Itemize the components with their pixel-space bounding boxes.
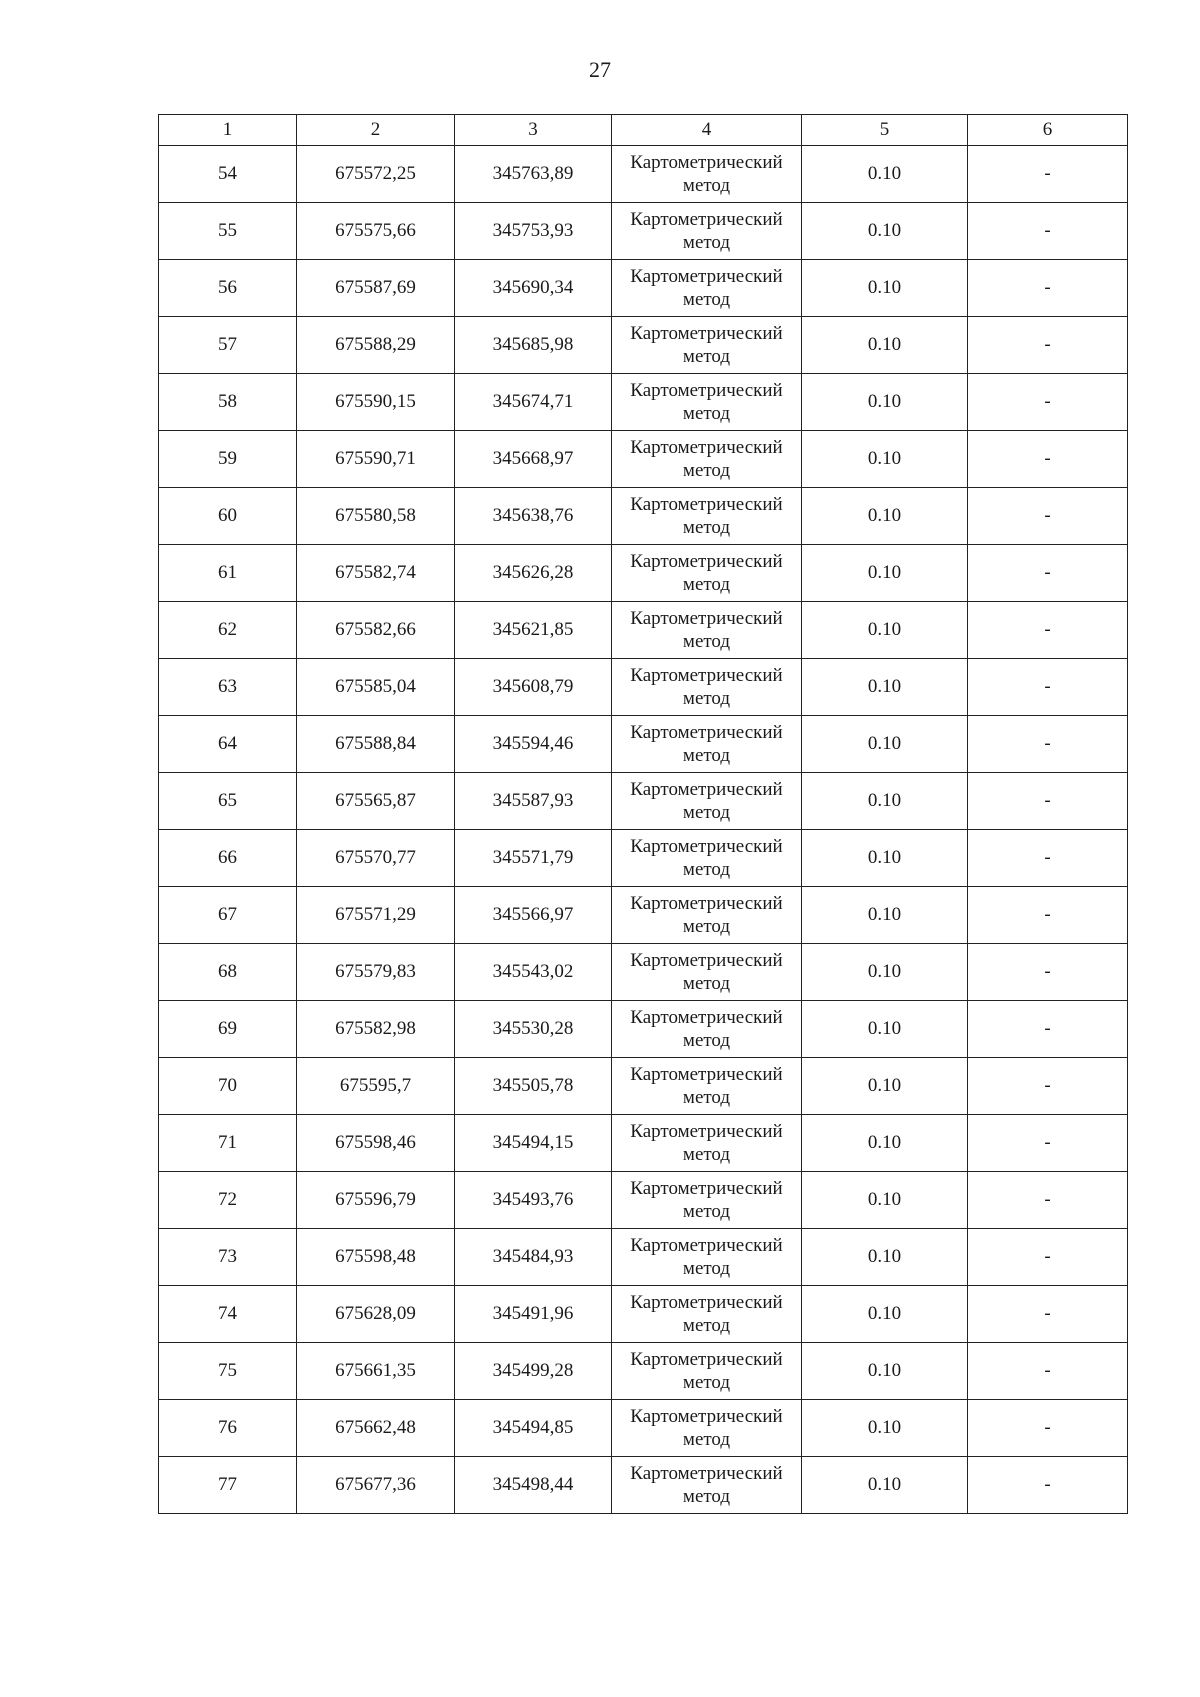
accuracy-cell: 0.10	[802, 146, 968, 203]
header-col-2: 2	[297, 115, 455, 146]
y-coordinate-cell: 345685,98	[455, 317, 612, 374]
y-coordinate-cell: 345499,28	[455, 1343, 612, 1400]
method-cell	[612, 146, 802, 203]
point-number-cell: 56	[159, 260, 297, 317]
method-cell	[612, 1400, 802, 1457]
x-coordinate-cell: 675598,46	[297, 1115, 455, 1172]
header-col-5: 5	[802, 115, 968, 146]
x-coordinate-cell: 675580,58	[297, 488, 455, 545]
method-line-2: метод	[682, 1087, 731, 1108]
method-line-1: Картометрический	[630, 1007, 783, 1028]
y-coordinate-cell: 345763,89	[455, 146, 612, 203]
description-cell: -	[968, 488, 1128, 545]
y-coordinate-cell: 345674,71	[455, 374, 612, 431]
header-col-1: 1	[159, 115, 297, 146]
y-coordinate-cell: 345571,79	[455, 830, 612, 887]
method-cell	[612, 545, 802, 602]
header-col-3: 3	[455, 115, 612, 146]
point-number-cell: 76	[159, 1400, 297, 1457]
point-number-cell: 69	[159, 1001, 297, 1058]
method-line-1: Картометрический	[630, 1178, 783, 1199]
method-cell	[612, 830, 802, 887]
method-line-2: метод	[682, 346, 731, 367]
method-line-2: метод	[682, 232, 731, 253]
point-number-cell: 62	[159, 602, 297, 659]
method-line-1: Картометрический	[630, 893, 783, 914]
table-row	[159, 1343, 1128, 1400]
accuracy-cell: 0.10	[802, 431, 968, 488]
description-cell: -	[968, 773, 1128, 830]
x-coordinate-cell: 675588,84	[297, 716, 455, 773]
x-coordinate-cell: 675565,87	[297, 773, 455, 830]
table-row	[159, 1001, 1128, 1058]
method-line-2: метод	[682, 973, 731, 994]
table-header	[159, 115, 1128, 146]
y-coordinate-cell: 345491,96	[455, 1286, 612, 1343]
method-line-1: Картометрический	[630, 722, 783, 743]
method-line-2: метод	[682, 289, 731, 310]
accuracy-cell: 0.10	[802, 317, 968, 374]
point-number-cell: 64	[159, 716, 297, 773]
method-line-2: метод	[682, 1258, 731, 1279]
method-cell	[612, 1286, 802, 1343]
point-number-cell: 59	[159, 431, 297, 488]
method-cell	[612, 944, 802, 1001]
description-cell: -	[968, 944, 1128, 1001]
y-coordinate-cell: 345505,78	[455, 1058, 612, 1115]
description-cell: -	[968, 1115, 1128, 1172]
table-row	[159, 146, 1128, 203]
method-line-1: Картометрический	[630, 608, 783, 629]
method-line-2: метод	[682, 1372, 731, 1393]
method-line-2: метод	[682, 745, 731, 766]
table-row	[159, 317, 1128, 374]
coordinates-table	[158, 114, 1128, 1514]
method-cell	[612, 260, 802, 317]
method-line-1: Картометрический	[630, 494, 783, 515]
method-line-1: Картометрический	[630, 950, 783, 971]
method-line-1: Картометрический	[630, 1349, 783, 1370]
y-coordinate-cell: 345484,93	[455, 1229, 612, 1286]
x-coordinate-cell: 675571,29	[297, 887, 455, 944]
description-cell: -	[968, 260, 1128, 317]
description-cell: -	[968, 659, 1128, 716]
accuracy-cell: 0.10	[802, 1400, 968, 1457]
method-line-1: Картометрический	[630, 1121, 783, 1142]
method-line-1: Картометрический	[630, 380, 783, 401]
description-cell: -	[968, 1001, 1128, 1058]
method-line-2: метод	[682, 1486, 731, 1507]
y-coordinate-cell: 345498,44	[455, 1457, 612, 1514]
point-number-cell: 61	[159, 545, 297, 602]
method-cell	[612, 1058, 802, 1115]
method-cell	[612, 1172, 802, 1229]
y-coordinate-cell: 345493,76	[455, 1172, 612, 1229]
method-line-1: Картометрический	[630, 1406, 783, 1427]
accuracy-cell: 0.10	[802, 716, 968, 773]
x-coordinate-cell: 675582,66	[297, 602, 455, 659]
method-line-2: метод	[682, 1201, 731, 1222]
method-line-2: метод	[682, 403, 731, 424]
table-row	[159, 944, 1128, 1001]
description-cell: -	[968, 317, 1128, 374]
description-cell: -	[968, 1400, 1128, 1457]
point-number-cell: 66	[159, 830, 297, 887]
y-coordinate-cell: 345594,46	[455, 716, 612, 773]
method-cell	[612, 431, 802, 488]
y-coordinate-cell: 345668,97	[455, 431, 612, 488]
x-coordinate-cell: 675590,15	[297, 374, 455, 431]
description-cell: -	[968, 716, 1128, 773]
method-line-2: метод	[682, 175, 731, 196]
point-number-cell: 55	[159, 203, 297, 260]
table-row	[159, 1115, 1128, 1172]
table-row	[159, 545, 1128, 602]
description-cell: -	[968, 431, 1128, 488]
method-cell	[612, 1343, 802, 1400]
method-cell	[612, 602, 802, 659]
description-cell: -	[968, 1058, 1128, 1115]
method-line-2: метод	[682, 1030, 731, 1051]
table-row	[159, 1058, 1128, 1115]
accuracy-cell: 0.10	[802, 830, 968, 887]
header-row	[159, 115, 1128, 146]
method-line-2: метод	[682, 517, 731, 538]
method-line-2: метод	[682, 916, 731, 937]
header-col-6: 6	[968, 115, 1128, 146]
x-coordinate-cell: 675582,98	[297, 1001, 455, 1058]
header-col-4: 4	[612, 115, 802, 146]
table-row	[159, 203, 1128, 260]
point-number-cell: 57	[159, 317, 297, 374]
method-line-2: метод	[682, 859, 731, 880]
x-coordinate-cell: 675677,36	[297, 1457, 455, 1514]
accuracy-cell: 0.10	[802, 1172, 968, 1229]
table-row	[159, 374, 1128, 431]
method-cell	[612, 203, 802, 260]
method-line-2: метод	[682, 574, 731, 595]
x-coordinate-cell: 675596,79	[297, 1172, 455, 1229]
accuracy-cell: 0.10	[802, 1115, 968, 1172]
point-number-cell: 70	[159, 1058, 297, 1115]
y-coordinate-cell: 345621,85	[455, 602, 612, 659]
table-row	[159, 1400, 1128, 1457]
method-line-1: Картометрический	[630, 209, 783, 230]
description-cell: -	[968, 887, 1128, 944]
accuracy-cell: 0.10	[802, 1286, 968, 1343]
method-line-1: Картометрический	[630, 152, 783, 173]
y-coordinate-cell: 345566,97	[455, 887, 612, 944]
point-number-cell: 73	[159, 1229, 297, 1286]
description-cell: -	[968, 374, 1128, 431]
y-coordinate-cell: 345626,28	[455, 545, 612, 602]
table-row	[159, 773, 1128, 830]
table-row	[159, 1286, 1128, 1343]
description-cell: -	[968, 146, 1128, 203]
table-row	[159, 830, 1128, 887]
accuracy-cell: 0.10	[802, 944, 968, 1001]
point-number-cell: 63	[159, 659, 297, 716]
table-body	[159, 146, 1128, 1514]
page-number: 27	[589, 57, 611, 82]
method-line-1: Картометрический	[630, 665, 783, 686]
description-cell: -	[968, 830, 1128, 887]
y-coordinate-cell: 345608,79	[455, 659, 612, 716]
x-coordinate-cell: 675582,74	[297, 545, 455, 602]
y-coordinate-cell: 345530,28	[455, 1001, 612, 1058]
y-coordinate-cell: 345638,76	[455, 488, 612, 545]
accuracy-cell: 0.10	[802, 1457, 968, 1514]
x-coordinate-cell: 675588,29	[297, 317, 455, 374]
table-row	[159, 887, 1128, 944]
accuracy-cell: 0.10	[802, 260, 968, 317]
method-cell	[612, 317, 802, 374]
method-line-2: метод	[682, 460, 731, 481]
x-coordinate-cell: 675598,48	[297, 1229, 455, 1286]
method-line-2: метод	[682, 1315, 731, 1336]
table-row	[159, 1229, 1128, 1286]
method-cell	[612, 773, 802, 830]
point-number-cell: 58	[159, 374, 297, 431]
accuracy-cell: 0.10	[802, 374, 968, 431]
table-row	[159, 431, 1128, 488]
accuracy-cell: 0.10	[802, 887, 968, 944]
x-coordinate-cell: 675585,04	[297, 659, 455, 716]
x-coordinate-cell: 675628,09	[297, 1286, 455, 1343]
method-line-2: метод	[682, 631, 731, 652]
method-line-2: метод	[682, 802, 731, 823]
method-line-2: метод	[682, 688, 731, 709]
description-cell: -	[968, 602, 1128, 659]
description-cell: -	[968, 1457, 1128, 1514]
method-cell	[612, 1001, 802, 1058]
table-row	[159, 1457, 1128, 1514]
description-cell: -	[968, 1286, 1128, 1343]
accuracy-cell: 0.10	[802, 545, 968, 602]
accuracy-cell: 0.10	[802, 659, 968, 716]
description-cell: -	[968, 1229, 1128, 1286]
table-row	[159, 260, 1128, 317]
accuracy-cell: 0.10	[802, 1229, 968, 1286]
method-cell	[612, 488, 802, 545]
method-cell	[612, 716, 802, 773]
table-row	[159, 659, 1128, 716]
point-number-cell: 60	[159, 488, 297, 545]
description-cell: -	[968, 545, 1128, 602]
point-number-cell: 72	[159, 1172, 297, 1229]
method-cell	[612, 1457, 802, 1514]
y-coordinate-cell: 345543,02	[455, 944, 612, 1001]
method-line-1: Картометрический	[630, 1064, 783, 1085]
y-coordinate-cell: 345690,34	[455, 260, 612, 317]
x-coordinate-cell: 675570,77	[297, 830, 455, 887]
x-coordinate-cell: 675575,66	[297, 203, 455, 260]
accuracy-cell: 0.10	[802, 1001, 968, 1058]
method-cell	[612, 1115, 802, 1172]
method-line-1: Картометрический	[630, 551, 783, 572]
accuracy-cell: 0.10	[802, 1343, 968, 1400]
method-cell	[612, 887, 802, 944]
x-coordinate-cell: 675662,48	[297, 1400, 455, 1457]
x-coordinate-cell: 675590,71	[297, 431, 455, 488]
point-number-cell: 71	[159, 1115, 297, 1172]
accuracy-cell: 0.10	[802, 602, 968, 659]
method-line-1: Картометрический	[630, 1235, 783, 1256]
table-row	[159, 716, 1128, 773]
accuracy-cell: 0.10	[802, 203, 968, 260]
method-line-1: Картометрический	[630, 1463, 783, 1484]
method-line-2: метод	[682, 1144, 731, 1165]
method-cell	[612, 1229, 802, 1286]
point-number-cell: 77	[159, 1457, 297, 1514]
method-cell	[612, 659, 802, 716]
point-number-cell: 54	[159, 146, 297, 203]
x-coordinate-cell: 675595,7	[297, 1058, 455, 1115]
method-line-1: Картометрический	[630, 266, 783, 287]
method-line-1: Картометрический	[630, 836, 783, 857]
y-coordinate-cell: 345494,15	[455, 1115, 612, 1172]
method-line-1: Картометрический	[630, 323, 783, 344]
accuracy-cell: 0.10	[802, 1058, 968, 1115]
method-line-1: Картометрический	[630, 437, 783, 458]
y-coordinate-cell: 345587,93	[455, 773, 612, 830]
x-coordinate-cell: 675579,83	[297, 944, 455, 1001]
accuracy-cell: 0.10	[802, 488, 968, 545]
point-number-cell: 75	[159, 1343, 297, 1400]
accuracy-cell: 0.10	[802, 773, 968, 830]
point-number-cell: 68	[159, 944, 297, 1001]
description-cell: -	[968, 1172, 1128, 1229]
table-row	[159, 488, 1128, 545]
y-coordinate-cell: 345494,85	[455, 1400, 612, 1457]
description-cell: -	[968, 1343, 1128, 1400]
x-coordinate-cell: 675572,25	[297, 146, 455, 203]
method-line-2: метод	[682, 1429, 731, 1450]
point-number-cell: 74	[159, 1286, 297, 1343]
point-number-cell: 65	[159, 773, 297, 830]
y-coordinate-cell: 345753,93	[455, 203, 612, 260]
method-cell	[612, 374, 802, 431]
point-number-cell: 67	[159, 887, 297, 944]
method-line-1: Картометрический	[630, 779, 783, 800]
table-row	[159, 602, 1128, 659]
method-line-1: Картометрический	[630, 1292, 783, 1313]
x-coordinate-cell: 675587,69	[297, 260, 455, 317]
table-row	[159, 1172, 1128, 1229]
description-cell: -	[968, 203, 1128, 260]
x-coordinate-cell: 675661,35	[297, 1343, 455, 1400]
